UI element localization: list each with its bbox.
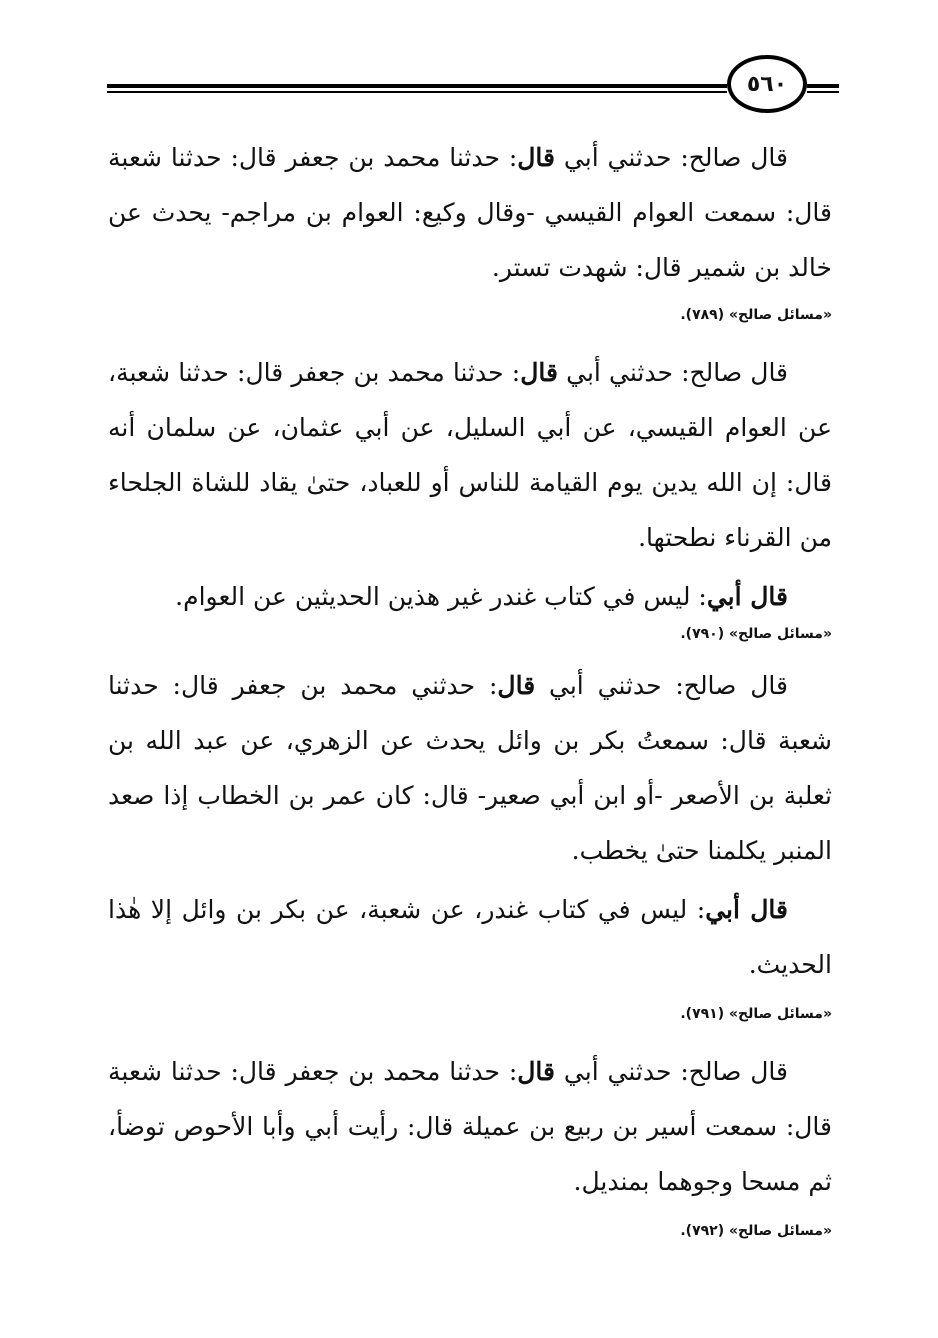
citation-789: «مسائل صالح» (٧٨٩). — [680, 307, 832, 323]
header-rule-right-thick — [807, 84, 839, 88]
keyword-qala-abi: قال أبي — [706, 582, 788, 611]
paragraph-1: قال صالح: حدثني أبي قال: حدثنا محمد بن جعفر قال: حدثنا شعبة قال: سمعت العوام القيسي -وقال وكيع: العوام بن مراجم- يحدث عن خالد بن شمير قال: شهدت تستر. — [108, 143, 832, 282]
paragraph-5: قال أبي: ليس في كتاب غندر، عن شعبة، عن بكر بن وائل إلا هٰذا الحديث. — [108, 895, 832, 979]
header-rule-right-thin — [807, 91, 839, 93]
keyword-qala: قال — [497, 671, 536, 700]
page-header — [107, 55, 839, 115]
paragraph-4: قال صالح: حدثني أبي قال: حدثني محمد بن جعفر قال: حدثنا شعبة قال: سمعتُ بكر بن وائل يحدث عن الزهري، عن عبد الله بن ثعلبة بن الأصعر -أو ابن أبي صعير- قال: كان عمر بن الخطاب إذا صعد المنبر يكلمنا حتىٰ يخطب. — [108, 671, 832, 865]
keyword-qala: قال — [517, 143, 555, 172]
keyword-qala: قال — [517, 1057, 555, 1086]
paragraph-3: قال أبي: ليس في كتاب غندر غير هذين الحديثين عن العوام. — [175, 582, 788, 611]
keyword-qala-abi: قال أبي — [705, 895, 788, 924]
paragraph-6: قال صالح: حدثني أبي قال: حدثنا محمد بن جعفر قال: حدثنا شعبة قال: سمعت أسير بن ربيع بن عميلة قال: رأيت أبي وأبا الأحوص توضأ، ثم مسحا وجوهما بمنديل. — [108, 1057, 832, 1196]
keyword-qala: قال — [520, 358, 558, 387]
citation-791: «مسائل صالح» (٧٩١). — [680, 1006, 832, 1022]
header-rule-thin — [107, 91, 727, 93]
citation-790: «مسائل صالح» (٧٩٠). — [680, 626, 832, 642]
page-body — [108, 130, 832, 1239]
citation-792: «مسائل صالح» (٧٩٢). — [680, 1223, 832, 1239]
header-rule-thick — [107, 84, 727, 88]
paragraph-2: قال صالح: حدثني أبي قال: حدثنا محمد بن جعفر قال: حدثنا شعبة، عن العوام القيسي، عن أبي السليل، عن أبي عثمان، عن سلمان أنه قال: إن الله يدين يوم القيامة للناس أو للعباد، حتىٰ يقاد للشاة الجلحاء من القرناء نطحتها. — [108, 358, 832, 552]
page-number: ٥٦٠ — [727, 55, 807, 113]
